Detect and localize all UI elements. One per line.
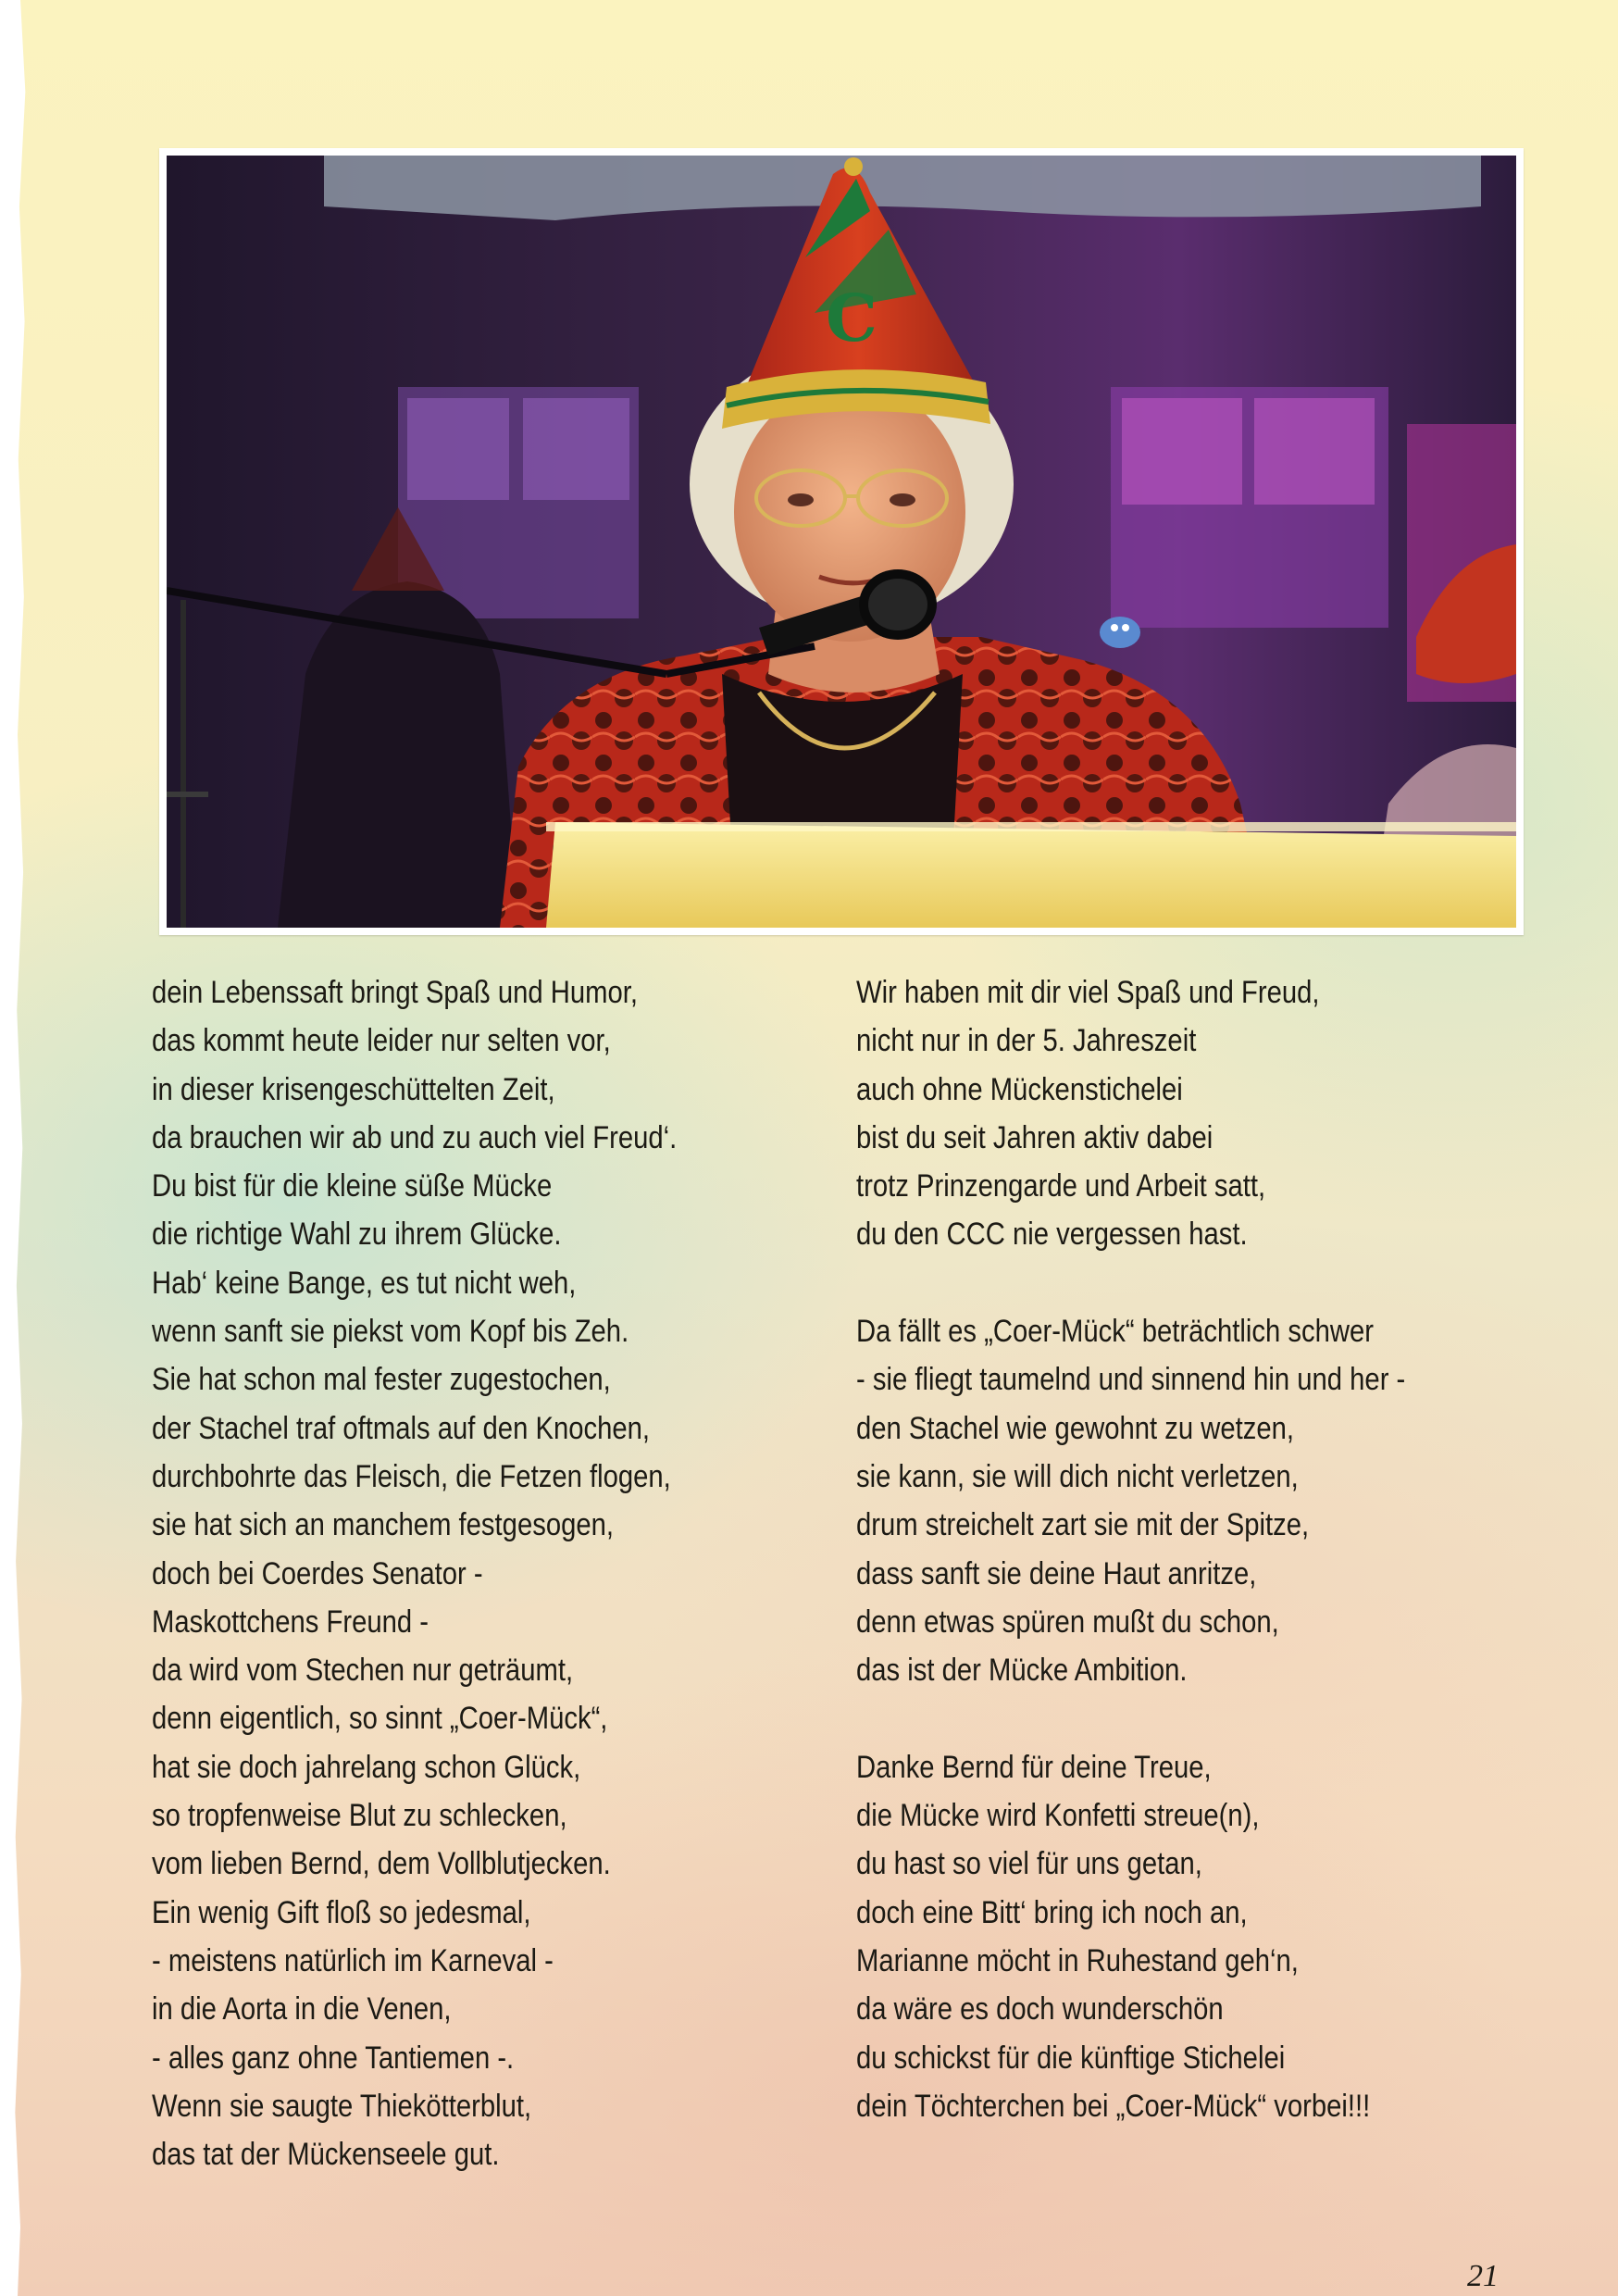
poem-stanza xyxy=(856,1307,1405,1694)
poem-line: Danke Bernd für deine Treue, xyxy=(856,1749,1212,1785)
poem-stanza xyxy=(856,1743,1405,2130)
poem-left-column xyxy=(152,968,677,2178)
poem-line: denn etwas spüren mußt du schon, xyxy=(856,1603,1279,1640)
poem-line: Wir haben mit dir viel Spaß und Freud, xyxy=(856,975,1320,1010)
poem-line: da brauchen wir ab und zu auch viel Freud‘. xyxy=(152,1119,678,1155)
poem-line: du den CCC nie vergessen hast. xyxy=(856,1217,1248,1253)
poem-line: das kommt heute leider nur selten vor, xyxy=(152,1023,611,1059)
poem-line: auch ohne Mückenstichelei xyxy=(856,1071,1183,1107)
poem-line: der Stachel traf oftmals auf den Knochen, xyxy=(152,1410,651,1446)
poem-line: in die Aorta in die Venen, xyxy=(152,1991,452,2028)
poem-stanza xyxy=(856,968,1405,1259)
poem-line: da wird vom Stechen nur geträumt, xyxy=(152,1653,574,1689)
poem-line: dein Töchterchen bei „Coer-Mück“ vorbei!!! xyxy=(856,2088,1371,2124)
poem-line: denn eigentlich, so sinnt „Coer-Mück“, xyxy=(152,1701,608,1737)
photo-frame xyxy=(159,148,1524,935)
poem-line: die richtige Wahl zu ihrem Glücke. xyxy=(152,1217,562,1253)
poem-line: doch eine Bitt‘ bring ich noch an, xyxy=(856,1894,1248,1930)
poem-line: Wenn sie saugte Thiekötterblut, xyxy=(152,2088,532,2124)
poem-line: nicht nur in der 5. Jahreszeit xyxy=(856,1023,1197,1059)
poem-line: da wäre es doch wunderschön xyxy=(856,1991,1224,2028)
poem-line: - sie fliegt taumelnd und sinnend hin und her - xyxy=(856,1362,1406,1398)
poem-right-column xyxy=(856,968,1405,2130)
poem-line: dein Lebenssaft bringt Spaß und Humor, xyxy=(152,975,639,1010)
stanza-gap xyxy=(856,1694,1405,1742)
poem-line: Sie hat schon mal fester zugestochen, xyxy=(152,1362,611,1398)
poem-line: trotz Prinzengarde und Arbeit satt, xyxy=(856,1168,1266,1204)
poem-line: das ist der Mücke Ambition. xyxy=(856,1653,1188,1689)
poem-line: in dieser krisengeschüttelten Zeit, xyxy=(152,1071,555,1107)
poem-line: Ein wenig Gift floß so jedesmal, xyxy=(152,1894,531,1930)
poem-line: den Stachel wie gewohnt zu wetzen, xyxy=(856,1410,1295,1446)
poem-line: Hab‘ keine Bange, es tut nicht weh, xyxy=(152,1265,577,1301)
poem-line: sie hat sich an manchem festgesogen, xyxy=(152,1507,615,1543)
poem-line: hat sie doch jahrelang schon Glück, xyxy=(152,1749,581,1785)
svg-text:C: C xyxy=(826,280,877,356)
poem-line: Marianne möcht in Ruhestand geh‘n, xyxy=(856,1942,1299,1978)
poem-line: du hast so viel für uns getan, xyxy=(856,1846,1202,1882)
poem-line: du schickst für die künftige Stichelei xyxy=(856,2040,1286,2076)
poem-line: wenn sanft sie piekst vom Kopf bis Zeh. xyxy=(152,1314,629,1350)
torn-paper-edge xyxy=(0,0,35,2296)
poem-line: sie kann, sie will dich nicht verletzen, xyxy=(856,1458,1299,1494)
poem-line: dass sanft sie deine Haut anritze, xyxy=(856,1555,1257,1591)
poem-line: - alles ganz ohne Tantiemen -. xyxy=(152,2040,515,2076)
poem-line: Maskottchens Freund - xyxy=(152,1603,429,1640)
page-number: 21 xyxy=(1467,2259,1499,2293)
poem-line: so tropfenweise Blut zu schlecken, xyxy=(152,1798,567,1834)
speaker-photo xyxy=(167,156,1516,928)
poem-line: Da fällt es „Coer-Mück“ beträchtlich schwer xyxy=(856,1314,1374,1350)
poem-line: durchbohrte das Fleisch, die Fetzen flogen, xyxy=(152,1458,671,1494)
poem-line: doch bei Coerdes Senator - xyxy=(152,1555,483,1591)
poem-line: Du bist für die kleine süße Mücke xyxy=(152,1168,553,1204)
poem-line: bist du seit Jahren aktiv dabei xyxy=(856,1119,1214,1155)
poem-line: vom lieben Bernd, dem Vollblutjecken. xyxy=(152,1846,611,1882)
poem-line: - meistens natürlich im Karneval - xyxy=(152,1942,554,1978)
poem-line: drum streichelt zart sie mit der Spitze, xyxy=(856,1507,1310,1543)
poem-line: das tat der Mückenseele gut. xyxy=(152,2137,500,2173)
stanza-gap xyxy=(856,1259,1405,1307)
poem-line: die Mücke wird Konfetti streue(n), xyxy=(856,1798,1260,1834)
